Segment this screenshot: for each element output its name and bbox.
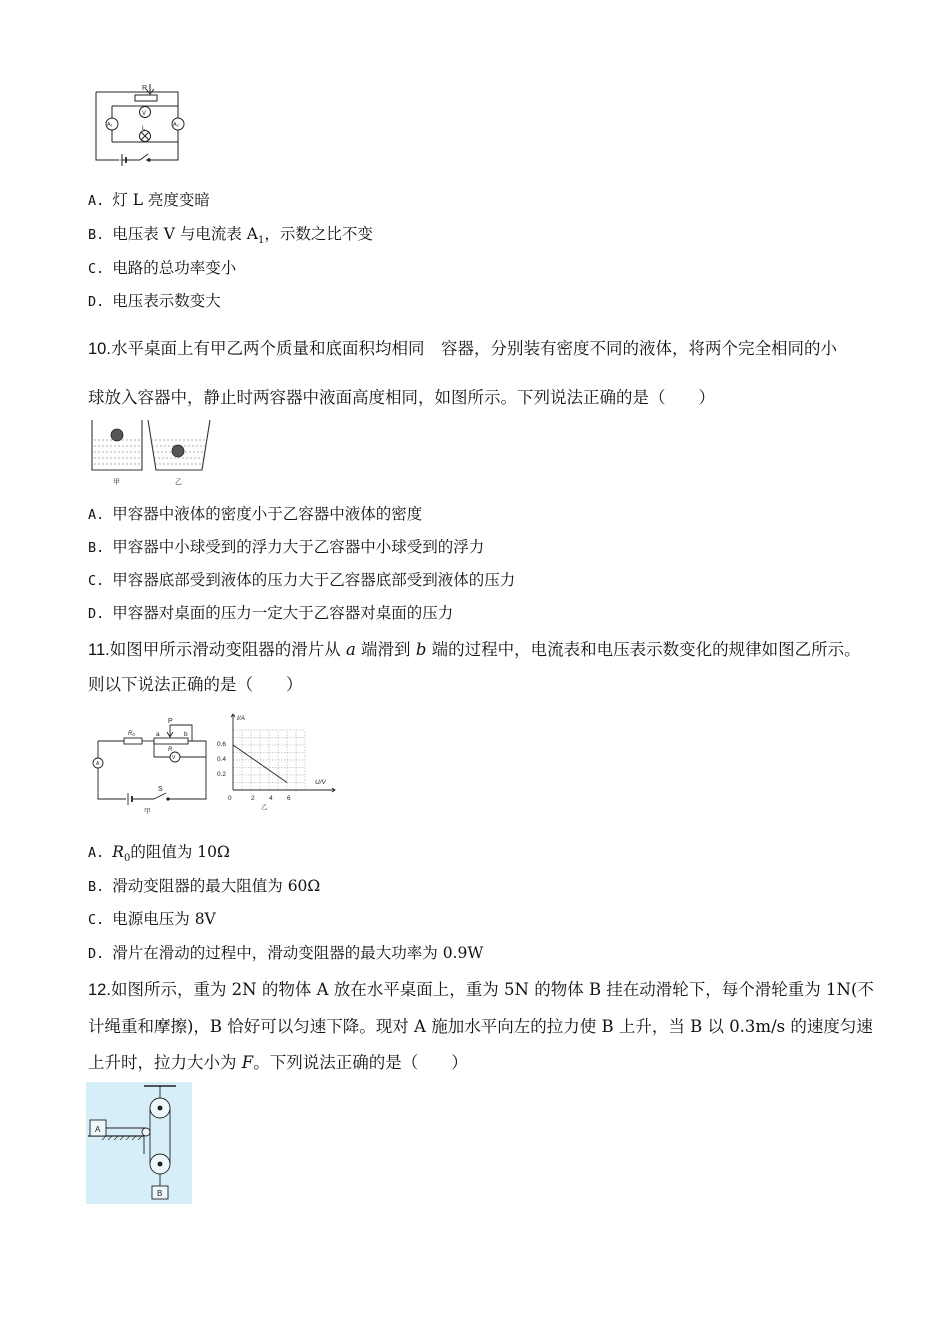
q11-iu-graph	[215, 708, 340, 813]
q11-xtick-0: 2	[251, 795, 255, 802]
q12-fig-label-b: B	[157, 1189, 163, 1198]
q11-ytick-0: 0.6	[217, 741, 227, 748]
q10-fig-label-left: 甲	[113, 479, 120, 486]
q9-fig-label-l: L	[142, 126, 146, 132]
q11-fig-label-b: b	[184, 731, 188, 738]
q9-fig-label-a2: A₂	[173, 122, 179, 128]
q11-option-c[interactable]: C. 电源电压为 8V	[88, 910, 216, 928]
q9-circuit-figure	[90, 78, 190, 168]
q11-stem-line1: 11.如图甲所示滑动变阻器的滑片从 a 端滑到 b 端的过程中，电流表和电压表示数变化的规律如图乙所示。	[88, 640, 861, 659]
q11-fig-label-r0: R₀	[128, 731, 135, 737]
q11-option-d[interactable]: D. 滑片在滑动的过程中，滑动变阻器的最大功率为 0.9W	[88, 944, 484, 962]
q11-fig-label-p: P	[168, 718, 173, 725]
q9-fig-label-r: R	[142, 85, 148, 92]
q11-circuit-figure	[88, 705, 213, 815]
q12-pulley-figure	[86, 1082, 192, 1204]
q11-fig-label-jia: 甲	[144, 808, 151, 815]
q10-fig-label-right: 乙	[175, 479, 182, 486]
q12-stem-line1: 12.如图所示，重为 2N 的物体 A 放在水平桌面上，重为 5N 的物体 B 挂在动滑轮下，每个滑轮重为 1N(不	[88, 980, 874, 999]
q10-option-b[interactable]: B. 甲容器中小球受到的浮力大于乙容器中小球受到的浮力	[88, 538, 485, 556]
q11-fig-label-v: V	[172, 755, 176, 761]
q11-xtick-2: 6	[287, 795, 291, 802]
q11-xtick-1: 4	[269, 795, 273, 802]
q11-fig-label-r: R	[168, 747, 173, 753]
q12-fig-label-a: A	[95, 1125, 101, 1134]
q11-y-axis-label: I/A	[237, 715, 245, 722]
q11-origin-label: 0	[228, 795, 232, 802]
q11-option-b[interactable]: B. 滑动变阻器的最大阻值为 60Ω	[88, 877, 321, 895]
q11-x-axis-label: U/V	[315, 779, 326, 786]
q11-fig-label-ammeter: A	[96, 761, 100, 767]
q12-stem-line3: 上升时，拉力大小为 F。下列说法正确的是（ ）	[88, 1053, 468, 1072]
q9-option-a[interactable]: A. 灯 L 亮度变暗	[88, 191, 210, 209]
q10-option-a[interactable]: A. 甲容器中液体的密度小于乙容器中液体的密度	[88, 505, 423, 523]
q9-option-c[interactable]: C. 电路的总功率变小	[88, 259, 237, 277]
q10-option-c[interactable]: C. 甲容器底部受到液体的压力大于乙容器底部受到液体的压力	[88, 571, 516, 589]
q11-ytick-1: 0.4	[217, 756, 227, 763]
q11-fig-label-yi: 乙	[261, 804, 268, 811]
q9-fig-label-v: V	[142, 111, 147, 117]
q11-option-a[interactable]: A. $R_0$的阻值为 10Ω	[88, 843, 230, 865]
q12-stem-line2: 计绳重和摩擦)，B 恰好可以匀速下降。现对 A 施加水平向左的拉力使 B 上升，当 B 以 0.3m/s 的速度匀速	[88, 1017, 873, 1036]
q11-ytick-2: 0.2	[217, 771, 227, 778]
q10-stem-line2: 球放入容器中，静止时两容器中液面高度相同，如图所示。下列说法正确的是（ ）	[88, 388, 715, 407]
q9-fig-label-a1: A₁	[107, 122, 113, 128]
q10-option-d[interactable]: D. 甲容器对桌面的压力一定大于乙容器对桌面的压力	[88, 604, 454, 622]
q10-stem-line1: 10.水平桌面上有甲乙两个质量和底面积均相同 容器，分别装有密度不同的液体，将两个完全相同的小	[88, 339, 837, 358]
q9-option-b[interactable]: B. 电压表 V 与电流表 $A_1$，示数之比不变	[88, 225, 373, 247]
q9-option-d[interactable]: D. 电压表示数变大	[88, 292, 221, 310]
q11-fig-label-s: S	[158, 786, 163, 793]
q11-stem-line2: 则以下说法正确的是（ ）	[88, 675, 303, 694]
q11-fig-label-a: a	[156, 731, 160, 738]
q10-containers-figure	[88, 418, 212, 488]
